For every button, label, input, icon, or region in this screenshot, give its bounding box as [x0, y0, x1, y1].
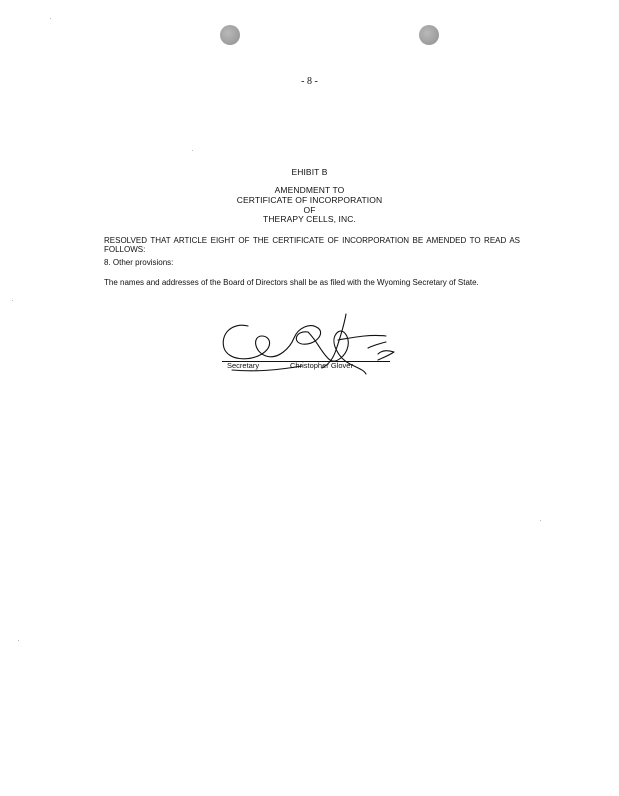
page-number: - 8 - — [301, 76, 318, 87]
section-heading: 8. Other provisions: — [104, 258, 174, 267]
handwritten-signature — [218, 312, 408, 382]
scan-speck — [12, 300, 13, 301]
resolution-paragraph: RESOLVED THAT ARTICLE EIGHT OF THE CERTIFICATE OF INCORPORATION BE AMENDED TO READ AS FOLLOWS: — [104, 236, 520, 254]
amendment-line-1: AMENDMENT TO — [274, 185, 345, 195]
exhibit-title: EHIBIT B — [291, 167, 328, 177]
amendment-line-4: THERAPY CELLS, INC. — [263, 214, 356, 224]
amendment-line-2: CERTIFICATE OF INCORPORATION — [236, 195, 383, 205]
scan-speck — [192, 150, 193, 151]
scan-speck — [18, 640, 19, 641]
punch-hole-left — [220, 25, 240, 45]
section-body: The names and addresses of the Board of Directors shall be as filed with the Wyoming Secretary of State. — [104, 278, 479, 287]
signer-name: Christopher Glover — [290, 361, 353, 370]
signature-title-label: Secretary — [227, 361, 260, 370]
scan-speck — [540, 520, 541, 521]
scan-speck — [50, 18, 51, 19]
amendment-line-3: OF — [303, 205, 316, 215]
punch-hole-right — [419, 25, 439, 45]
